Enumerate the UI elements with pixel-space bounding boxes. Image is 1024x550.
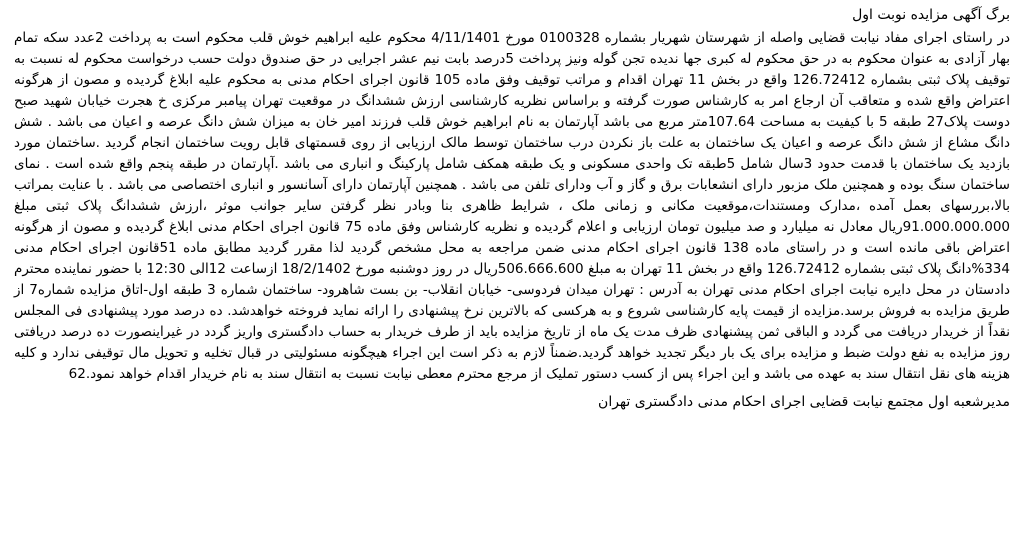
notice-title: برگ آگهی مزایده نوبت اول (852, 7, 1010, 23)
notice-signature: مدیرشعبه اول مجتمع نیابت قضایی اجرای احکام مدنی دادگستری تهران (598, 394, 1010, 410)
notice-body: در راستای اجرای مفاد نیابت قضایی واصله از شهرستان شهریار بشماره 0100328 مورخ 4/11/1401 محکوم علیه ابراهیم خوش قلب محکوم است به پرداخت 2عدد سکه تمام بهار آزادی به عنوان محکوم به در حق محکوم له کبری جها ندیده تجن گوله ونیز پرداخت 5درصد بابت نیم عشر اجرایی در حق صندوق دولت حسب درخواست محکوم له نسبت به توقیف پلاک ثبتی بشماره 126.72412 واقع در بخش 11 تهران اقدام و مراتب توقیف وفق ماده 105 قانون اجرای احکام مدنی به محکوم علیه ابلاغ گردیده و مصون از هرگونه اعتراض واقع شده و متعاقب آن ارجاع امر به کارشناس صورت گرفته و براساس نظریه کارشناسی ارزش ششدانگ در موقعیت تهران پیامبر مرکزی خ هجرت خیابان شهید صبح دوست پلاک27 طبقه 5 با کیفیت به مساحت 107.64متر مربع می باشد آپارتمان به نام ابراهیم خوش قلب فرزند امیر خان به میزان شش دانگ عرصه و اعیان می باشد . شش دانگ مشاع از شش دانگ عرصه و اعیان یک ساختمان به علت باز نکردن درب ساختمان توسط مالک ارزیابی از روی قسمتهای قابل رویت ساختمان انجام گردید .ساختمان مورد بازدید یک ساختمان با قدمت حدود 3سال شامل 5طبقه تک واحدی مسکونی و یک طبقه همکف شامل پارکینگ و انباری می باشد .آپارتمان در طبقه پنجم واقع شده است . نمای ساختمان سنگ بوده و همچنین ملک مزبور دارای انشعابات برق و گاز و آب ودارای تلفن می باشد . همچنین آپارتمان دارای آسانسور و انباری اختصاصی می باشد . با عنایت بمراتب بالا،بررسهای بعمل آمده ،مدارک ومستندات،موقعیت مکانی و زمانی ملک ، شرایط ظاهری بنا وبادر نظر گرفتن سایر جوانب موثر ،ارزش ششدانگ پلاک ثبتی مبلغ 91.000.000.000ریال معادل نه میلیارد و صد میلیون تومان ارزیابی و اعلام گردیده و نظریه کارشناس وفق ماده 75 قانون اجرای احکام مدنی ابلاغ گردیده و مصون از هرگونه اعتراض باقی مانده است و در راستای ماده 138 قانون اجرای احکام مدنی ضمن مراجعه به محل مشخص گردید لذا مقرر گردید مطابق ماده 51قانون اجرای احکام مدنی 334%دانگ پلاک ثبتی بشماره 126.72412 واقع در بخش 11 تهران به مبلغ 506.666.600ریال در روز دوشنبه مورخ 18/2/1402 ازساعت 12الی 12:30 با حضور نماینده محترم دادستان در محل دایره نیابت اجرای احکام مدنی تهران به آدرس : تهران میدان فردوسی- خیابان انقلاب- بن بست شاهرود- ساختمان شماره 3 طبقه اول-اتاق مزایده شماره7 از طریق مزایده به فروش برسد.مزایده از قیمت پایه کارشناسی شروع و به هرکسی که بالاترین نرخ پیشنهادی را ارائه نماید فروخته خواهدشد. ده درصد مورد پیشنهادی فی المجلس نقداً از خریدار دریافت می گردد و الباقی ثمن پیشنهادی ظرف مدت یک ماه از تاریخ مزایده باید از طرف خریدار به حساب دادگستری واریز گردد در غیراینصورت ده درصد دریافتی روز مزایده به نفع دولت ضبط و مزایده برای یک بار دیگر تجدید خواهد گردید.ضمناً لازم به ذکر است این اجراء هیچگونه مسئولیتی در قبال تخلیه و تحویل مال توقیفی ندارد و کلیه هزینه های نقل انتقال سند به عهده می باشد و این اجراء پس از کسب دستور تملیک از مرجع محترم معطی نیابت نسبت به انتقال سند به نام خریدار اقدام خواهد نمود.62 (14, 30, 1011, 382)
